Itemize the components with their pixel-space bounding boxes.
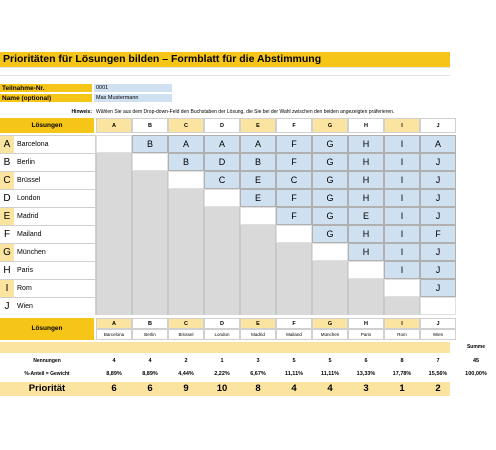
meta-label: Name (optional) (0, 94, 92, 103)
share-value: 6,67% (250, 371, 266, 377)
diagonal-cell (384, 279, 420, 297)
blocked-cell (132, 171, 168, 189)
blocked-cell (348, 297, 384, 315)
blocked-cell (204, 225, 240, 243)
footer-column-name: Paris (348, 329, 384, 340)
share-value: 4,44% (178, 371, 194, 377)
choice-dropdown[interactable]: F (276, 207, 312, 225)
choice-dropdown[interactable]: F (276, 153, 312, 171)
solutions-header: Lösungen (0, 118, 94, 133)
row-letter: G (0, 243, 14, 261)
blocked-cell (168, 261, 204, 279)
blocked-cell (168, 225, 204, 243)
row-name: Paris (14, 261, 96, 279)
choice-dropdown[interactable]: F (276, 135, 312, 153)
column-header-e: E (240, 118, 276, 133)
choice-dropdown[interactable]: G (312, 135, 348, 153)
blocked-cell (168, 279, 204, 297)
choice-dropdown[interactable]: C (204, 171, 240, 189)
blocked-cell (132, 243, 168, 261)
blocked-cell (96, 225, 132, 243)
footer-column-letter: J (420, 318, 456, 329)
column-header-d: D (204, 118, 240, 133)
priority-value: 2 (435, 383, 441, 394)
choice-dropdown[interactable]: H (348, 135, 384, 153)
choice-dropdown[interactable]: A (420, 135, 456, 153)
hint-text: Wählen Sie aus dem Drop-down-Feld den Buchstaben der Lösung, die Sie bei der Wahl zwischen den beiden angezeigten präferieren. (96, 109, 395, 115)
choice-dropdown[interactable]: F (420, 225, 456, 243)
choice-dropdown[interactable]: H (348, 171, 384, 189)
mentions-value: 1 (220, 358, 224, 364)
choice-dropdown[interactable]: H (348, 243, 384, 261)
blocked-cell (204, 243, 240, 261)
blocked-cell (132, 297, 168, 315)
row-name: Berlin (14, 153, 96, 171)
row-name: London (14, 189, 96, 207)
column-header-j: J (420, 118, 456, 133)
blocked-cell (168, 243, 204, 261)
priority-label: Priorität (28, 383, 66, 394)
grid-background (0, 67, 450, 83)
blocked-cell (96, 153, 132, 171)
blocked-cell (132, 279, 168, 297)
blocked-cell (276, 243, 312, 261)
diagonal-cell (132, 153, 168, 171)
choice-dropdown[interactable]: B (132, 135, 168, 153)
share-value: 11,11% (284, 371, 304, 377)
choice-dropdown[interactable]: D (204, 153, 240, 171)
choice-dropdown[interactable]: B (240, 153, 276, 171)
name-field[interactable]: Max Mustermann (94, 94, 172, 103)
blocked-cell (204, 261, 240, 279)
diagonal-cell (276, 225, 312, 243)
row-letter: E (0, 207, 14, 225)
blocked-cell (96, 261, 132, 279)
row-letter: A (0, 135, 14, 153)
choice-dropdown[interactable]: J (420, 279, 456, 297)
choice-dropdown[interactable]: I (384, 171, 420, 189)
mentions-value: 5 (328, 358, 332, 364)
row-name: Wien (14, 297, 96, 315)
mentions-value: 8 (400, 358, 404, 364)
choice-dropdown[interactable]: G (312, 171, 348, 189)
share-sum: 100,00% (465, 371, 487, 377)
column-header-i: I (384, 118, 420, 133)
mentions-value: 4 (148, 358, 152, 364)
diagonal-cell (348, 261, 384, 279)
choice-dropdown[interactable]: H (348, 153, 384, 171)
blocked-cell (240, 225, 276, 243)
page-title: Prioritäten für Lösungen bilden – Formblatt für die Abstimmung (0, 52, 450, 67)
share-value: 2,22% (214, 371, 230, 377)
blocked-cell (204, 207, 240, 225)
sum-header: Summe (466, 344, 486, 350)
footer-column-name: Mailand (276, 329, 312, 340)
choice-dropdown[interactable]: E (240, 171, 276, 189)
footer-column-letter: D (204, 318, 240, 329)
choice-dropdown[interactable]: B (168, 153, 204, 171)
choice-dropdown[interactable]: E (240, 189, 276, 207)
row-name: Barcelona (14, 135, 96, 153)
choice-dropdown[interactable]: H (348, 225, 384, 243)
column-header-a: A (96, 118, 132, 133)
choice-dropdown[interactable]: G (312, 189, 348, 207)
mentions-value: 7 (436, 358, 440, 364)
blocked-cell (132, 189, 168, 207)
row-letter: H (0, 261, 14, 279)
column-header-g: G (312, 118, 348, 133)
choice-dropdown[interactable]: G (312, 207, 348, 225)
blocked-cell (312, 261, 348, 279)
blocked-cell (204, 279, 240, 297)
blocked-cell (168, 297, 204, 315)
share-value: 11,11% (320, 371, 340, 377)
footer-column-name: London (204, 329, 240, 340)
priority-value: 1 (399, 383, 405, 394)
spacer-band (0, 342, 450, 353)
blocked-cell (348, 279, 384, 297)
blocked-cell (240, 243, 276, 261)
row-letter: C (0, 171, 14, 189)
choice-dropdown[interactable]: A (204, 135, 240, 153)
mentions-label: Nennungen (33, 358, 61, 364)
blocked-cell (132, 207, 168, 225)
priority-value: 10 (216, 383, 228, 394)
choice-dropdown[interactable]: I (384, 135, 420, 153)
priority-value: 6 (111, 383, 117, 394)
blocked-cell (240, 261, 276, 279)
mentions-sum: 45 (472, 358, 480, 364)
participant-number-field[interactable]: 0001 (94, 84, 172, 93)
blocked-cell (96, 207, 132, 225)
priority-value: 9 (183, 383, 189, 394)
choice-dropdown[interactable]: I (384, 261, 420, 279)
blocked-cell (168, 207, 204, 225)
choice-dropdown[interactable]: F (276, 189, 312, 207)
choice-dropdown[interactable]: A (168, 135, 204, 153)
footer-column-name: München (312, 329, 348, 340)
choice-dropdown[interactable]: J (420, 261, 456, 279)
choice-dropdown[interactable]: J (420, 189, 456, 207)
row-name: Brüssel (14, 171, 96, 189)
mentions-value: 4 (112, 358, 116, 364)
row-letter: D (0, 189, 14, 207)
diagonal-cell (204, 189, 240, 207)
choice-dropdown[interactable]: I (384, 207, 420, 225)
row-letter: F (0, 225, 14, 243)
blocked-cell (132, 225, 168, 243)
choice-dropdown[interactable]: H (348, 189, 384, 207)
footer-column-name: Madrid (240, 329, 276, 340)
blocked-cell (132, 261, 168, 279)
row-name: Mailand (14, 225, 96, 243)
blocked-cell (312, 297, 348, 315)
choice-dropdown[interactable]: J (420, 207, 456, 225)
row-name: München (14, 243, 96, 261)
choice-dropdown[interactable]: G (312, 225, 348, 243)
choice-dropdown[interactable]: E (348, 207, 384, 225)
choice-dropdown[interactable]: J (420, 243, 456, 261)
column-header-c: C (168, 118, 204, 133)
blocked-cell (312, 279, 348, 297)
blocked-cell (240, 279, 276, 297)
diagonal-cell (420, 297, 456, 315)
footer-column-name: Barcelona (96, 329, 132, 340)
blocked-cell (276, 297, 312, 315)
share-label: %-Anteil = Gewicht (24, 371, 70, 377)
diagonal-cell (96, 135, 132, 153)
diagonal-cell (168, 171, 204, 189)
share-value: 15,56% (428, 371, 448, 377)
blocked-cell (276, 261, 312, 279)
blocked-cell (276, 279, 312, 297)
footer-column-letter: C (168, 318, 204, 329)
choice-dropdown[interactable]: A (240, 135, 276, 153)
row-name: Madrid (14, 207, 96, 225)
footer-column-letter: E (240, 318, 276, 329)
priority-value: 6 (147, 383, 153, 394)
choice-dropdown[interactable]: J (420, 171, 456, 189)
share-value: 13,33% (356, 371, 376, 377)
blocked-cell (96, 171, 132, 189)
footer-column-letter: G (312, 318, 348, 329)
column-header-f: F (276, 118, 312, 133)
footer-column-name: Wien (420, 329, 456, 340)
row-letter: J (0, 297, 14, 315)
diagonal-cell (240, 207, 276, 225)
choice-dropdown[interactable]: G (312, 153, 348, 171)
row-letter: B (0, 153, 14, 171)
mentions-value: 5 (292, 358, 296, 364)
blocked-cell (204, 297, 240, 315)
blocked-cell (96, 279, 132, 297)
share-value: 8,89% (142, 371, 158, 377)
choice-dropdown[interactable]: I (384, 153, 420, 171)
choice-dropdown[interactable]: I (384, 189, 420, 207)
choice-dropdown[interactable]: J (420, 153, 456, 171)
choice-dropdown[interactable]: I (384, 225, 420, 243)
mentions-value: 6 (364, 358, 368, 364)
footer-column-letter: F (276, 318, 312, 329)
hint-label: Hinweis: (71, 109, 92, 115)
footer-column-name: Brüssel (168, 329, 204, 340)
blocked-cell (96, 189, 132, 207)
mentions-value: 3 (256, 358, 260, 364)
mentions-value: 2 (184, 358, 188, 364)
row-letter: I (0, 279, 14, 297)
footer-column-name: Berlin (132, 329, 168, 340)
blocked-cell (168, 189, 204, 207)
footer-column-letter: I (384, 318, 420, 329)
blocked-cell (96, 243, 132, 261)
diagonal-cell (312, 243, 348, 261)
blocked-cell (384, 297, 420, 315)
priority-value: 4 (291, 383, 297, 394)
footer-column-letter: B (132, 318, 168, 329)
share-value: 8,89% (106, 371, 122, 377)
blocked-cell (96, 297, 132, 315)
choice-dropdown[interactable]: C (276, 171, 312, 189)
row-name: Rom (14, 279, 96, 297)
priority-value: 4 (327, 383, 333, 394)
blocked-cell (240, 297, 276, 315)
priority-value: 8 (255, 383, 261, 394)
footer-column-letter: A (96, 318, 132, 329)
share-value: 17,78% (392, 371, 412, 377)
solutions-footer-header: Lösungen (0, 318, 94, 340)
meta-label: Teilnahme-Nr. (0, 84, 92, 93)
column-header-b: B (132, 118, 168, 133)
column-header-h: H (348, 118, 384, 133)
footer-column-letter: H (348, 318, 384, 329)
choice-dropdown[interactable]: I (384, 243, 420, 261)
priority-value: 3 (363, 383, 369, 394)
footer-column-name: Rom (384, 329, 420, 340)
